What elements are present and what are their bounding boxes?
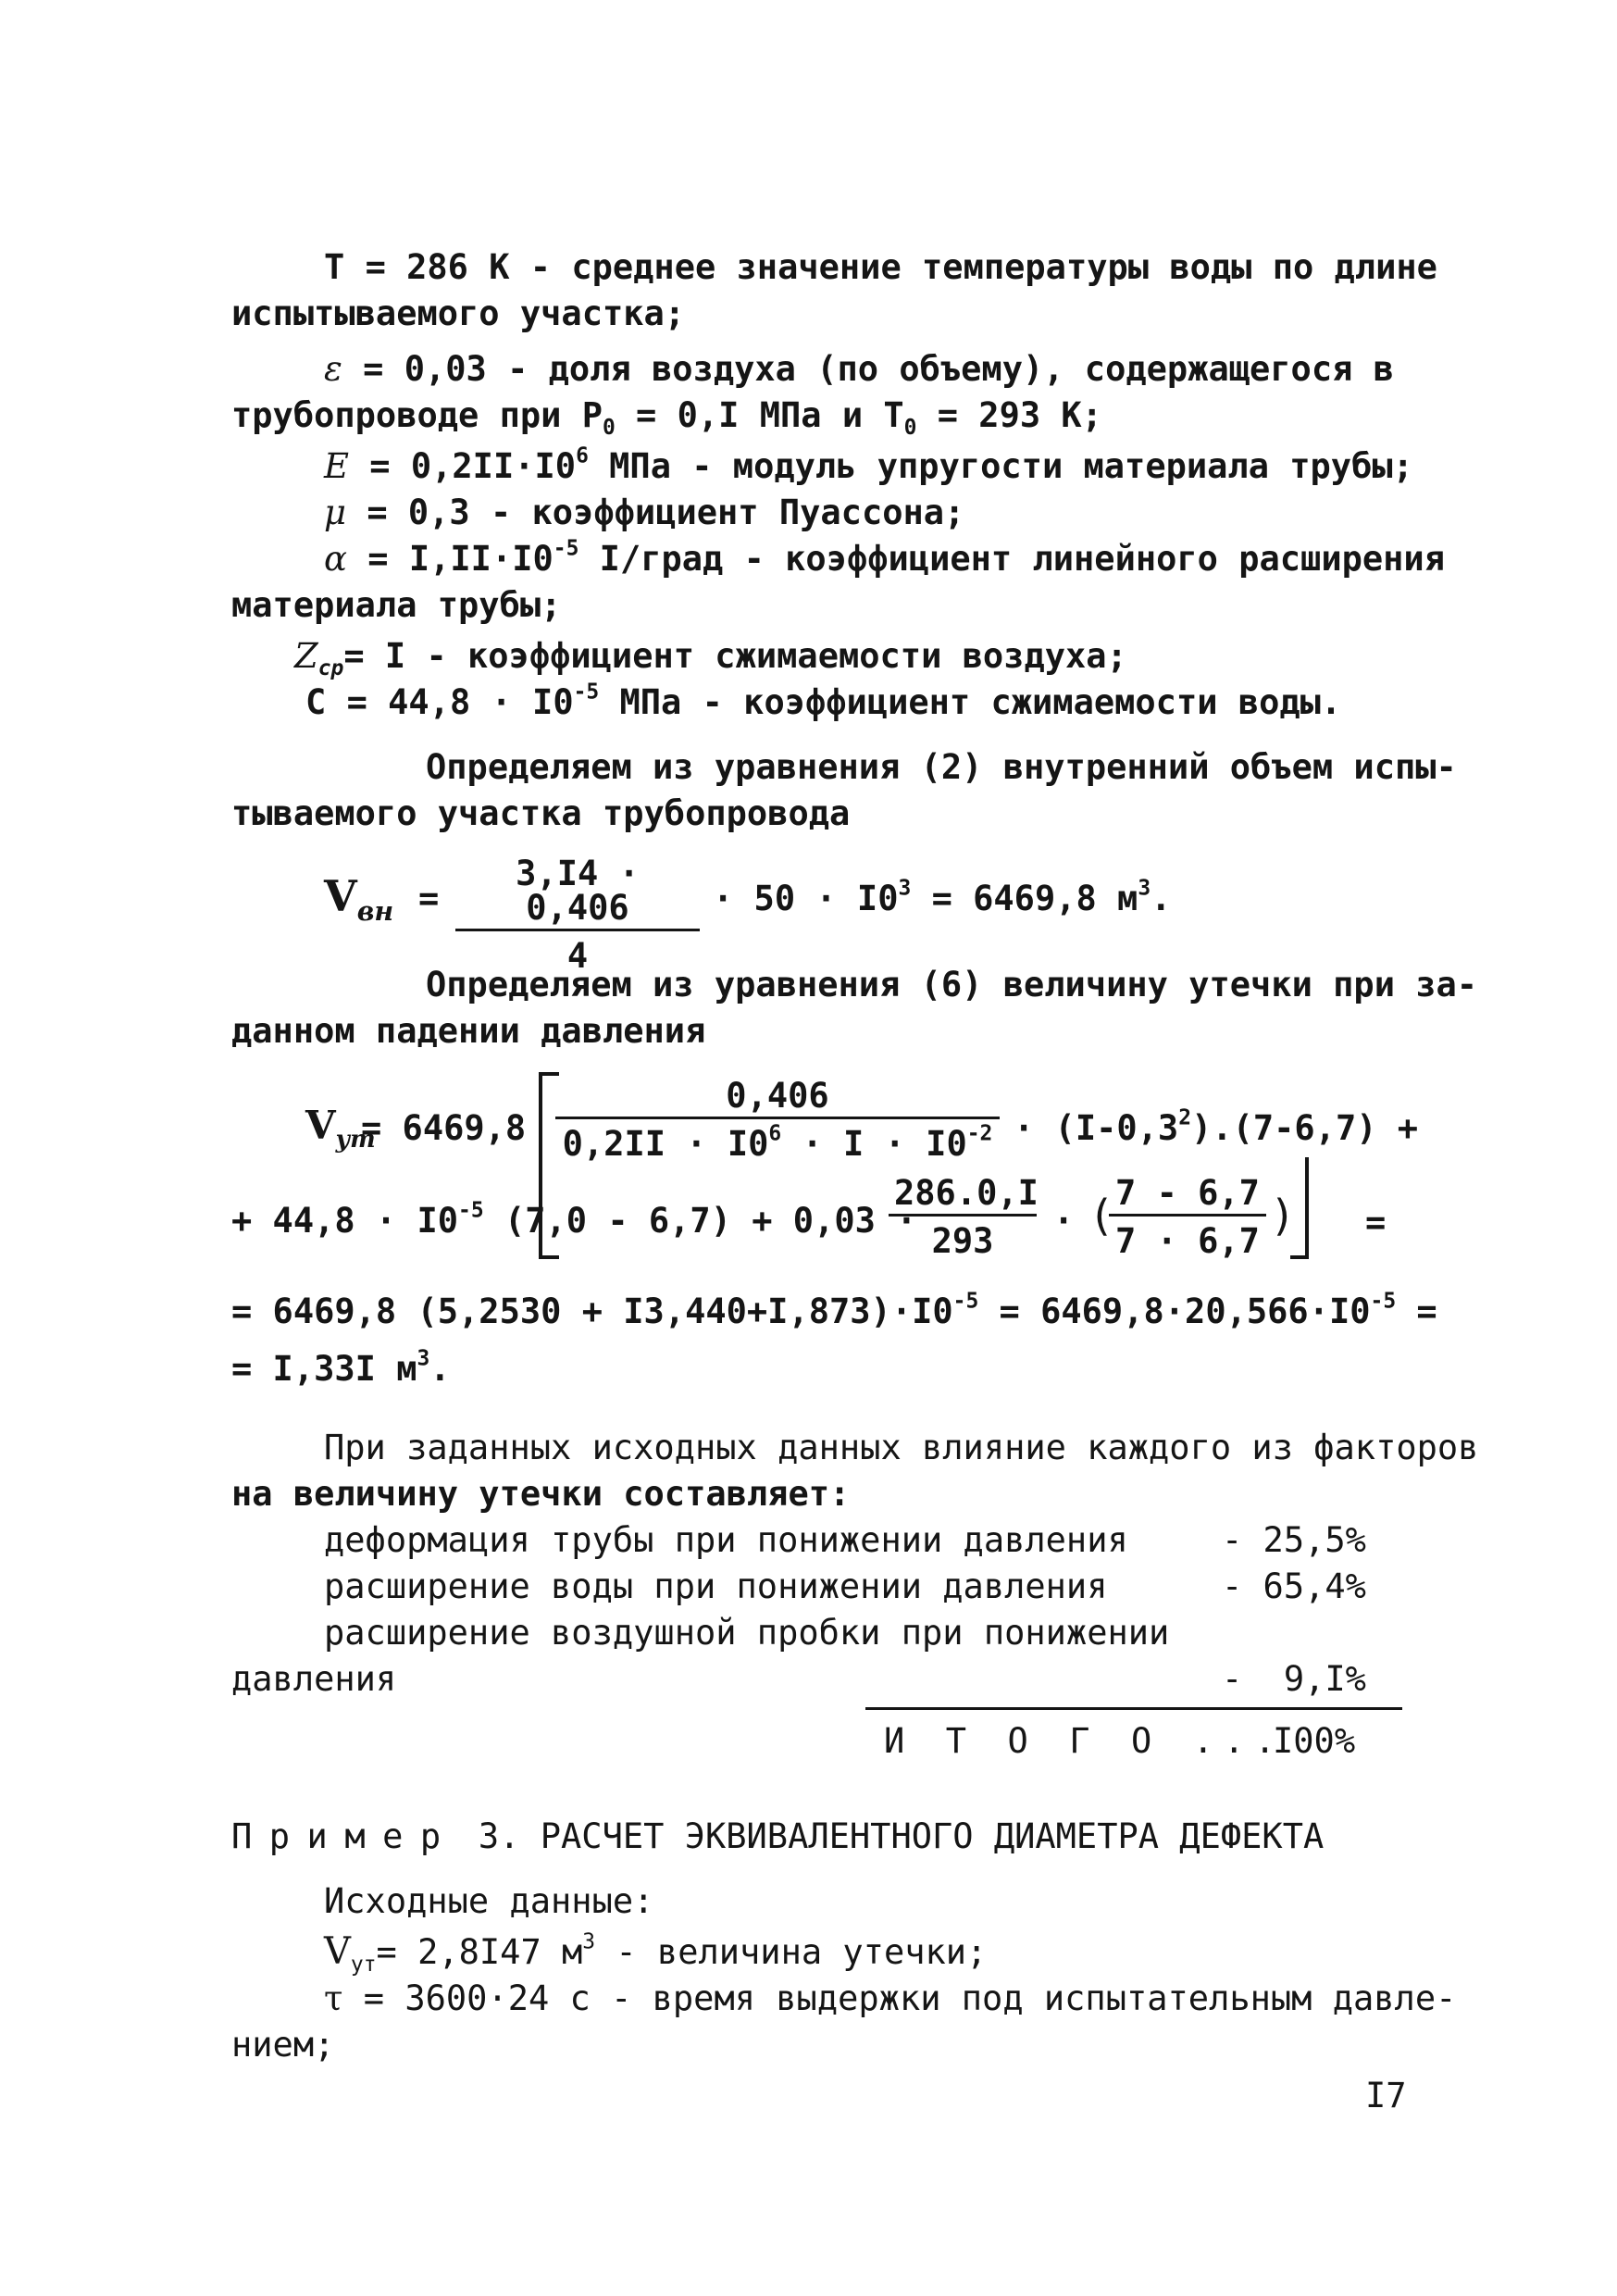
total-value: I00% [1273,1721,1356,1761]
param-t-cont: испытываемого участка; [231,293,686,333]
formula-2-fraction-2: $\frac{286.0,I}{293}$ [889,1176,1037,1258]
formula-2-right-bracket-bottom [1290,1255,1309,1259]
formula-2-tail-1: · $(I-0,3^2).(7-6,7)$ + [1014,1105,1419,1148]
paragraph-1-line-1: Определяем из уравнения (2) внутренний объем испы- [426,747,1457,787]
paragraph-2-line-2: данном падении давления [231,1011,706,1051]
formula-2-fraction-1: $\frac{0,406}{0,2II \cdot I0^6 \cdot I \cdot I0^{-2}}$ [555,1079,1000,1161]
formula-1-rest: · $50 \cdot I0^3 = 6469,8$ $м^3$. [713,876,1172,918]
formula-1-fraction: $\frac{3,I4 \cdot 0,406}{4}$ [455,856,700,973]
paragraph-2-line-1: Определяем из уравнения (6) величину утечки при за- [426,965,1478,1004]
formula-2-left-paren: ( [1088,1191,1114,1241]
param-e: $E = 0,2II\cdot I0^6$ МПа - модуль упругости материала трубы; [324,443,1413,486]
factor-3-label-a: расширение воздушной пробки при понижении [324,1613,1170,1653]
formula-2-left-bracket-top [539,1072,559,1076]
param-alpha: $\alpha = I,II\cdot I0^{-5}$ I/град - коэффициент линейного расширения [324,536,1445,579]
example-heading: Пример 3. РАСЧЕТ ЭКВИВАЛЕНТНОГО ДИАМЕТРА ДЕФЕКТА [231,1816,1325,1856]
formula-2-line-2: + $44,8 \cdot I0^{-5}$ (7,0 - 6,7) + 0,03 · [231,1198,917,1241]
factor-3-label-b: давления [231,1659,397,1699]
formula-2-eq-2: = [1365,1203,1387,1242]
formula-2-fraction-3: $\frac{7 - 6,7}{7 \cdot 6,7}$ [1109,1176,1266,1258]
formula-2-dot: · [1053,1201,1075,1241]
formula-2-coefficient: = 6469,8 [361,1108,527,1148]
formula-2-right-paren: ) [1270,1191,1296,1241]
formula-2-left-bracket-bottom [539,1255,559,1259]
factor-1-label: деформация трубы при понижении давления [324,1520,1128,1560]
factor-1-value: - 25,5% [1222,1520,1366,1560]
paragraph-3-line-2: на величину утечки составляет: [231,1474,851,1514]
formula-2-line-3: = 6469,8 $(5,2530 + I3,440+I,873)\cdot I0^{-5} = 6469,8\cdot 20,566\cdot I0^{-5}$ = [231,1289,1437,1331]
param-t: T = 286 К - среднее значение температуры воды по длине [324,247,1437,287]
factor-2-label: расширение воды при понижении давления [324,1566,1108,1606]
param-epsilon-cont: трубопроводе при $P_0 = 0,I$ МПа и $T_0 = 293$ К; [231,395,1102,441]
formula-2-line-4: = I,33I $м^3$. [231,1346,451,1389]
param-mu: μ = 0,3 - коэффициент Пуассона; [324,493,965,532]
param-epsilon: ε = 0,03 - доля воздуха (по объему), содержащегося в [324,349,1394,389]
initial-data-heading: Исходные данные: [324,1881,654,1921]
param-z: $Z_{ср}= I$ - коэффициент сжимаемости воздуха; [294,636,1127,681]
factor-2-value: - 65,4% [1222,1566,1366,1606]
param-alpha-cont: материала трубы; [231,585,562,625]
paragraph-3-line-1: При заданных исходных данных влияние каждого из факторов [324,1428,1479,1467]
formula-2-lhs: $V_{ут}$ [305,1103,376,1154]
paragraph-1-line-2: тываемого участка трубопровода [231,793,851,833]
formula-1-lhs: $V_{вн}$ [324,871,394,927]
formula-1-eq: = [418,879,440,918]
initial-tau: τ = 3600·24 с - время выдержки под испытательным давле- [324,1978,1457,2018]
param-c: $C = 44,8 \cdot I0^{-5}$ МПа - коэффициент сжимаемости воды. [305,680,1342,722]
factor-3-value: - 9,I% [1222,1659,1366,1699]
initial-v-leak: $V_{ут}= 2,8I47$ $м^3$ - величина утечки; [324,1929,988,1978]
page-number: I7 [1365,2076,1407,2115]
total-label: И Т О Г О ... [884,1721,1286,1761]
initial-tau-cont: нием; [231,2025,335,2065]
formula-2-right-bracket [1305,1157,1309,1259]
total-divider [865,1707,1402,1710]
